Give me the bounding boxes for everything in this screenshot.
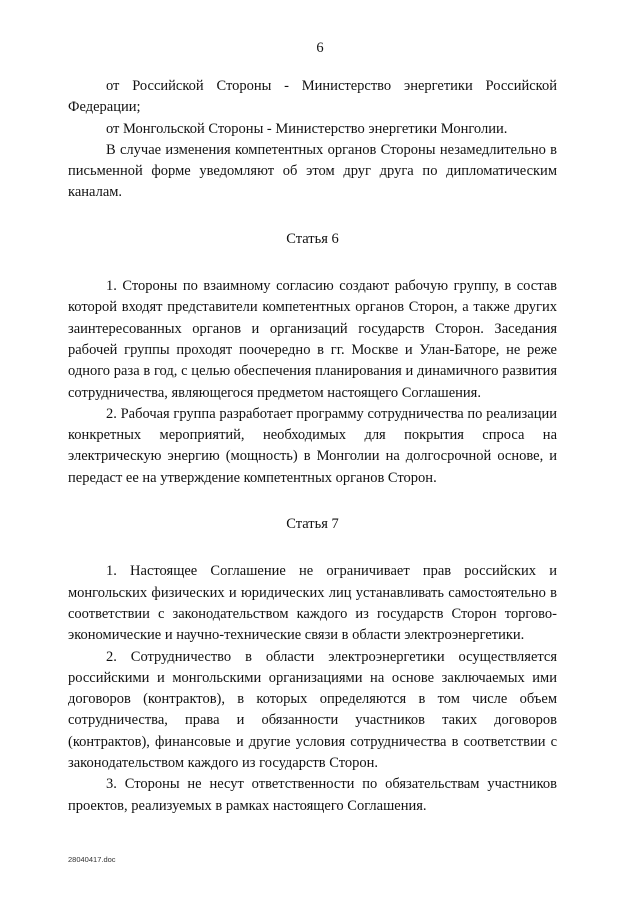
article-6-paragraph-2: 2. Рабочая группа разработает программу сотрудничества по реализации конкретных мероприятий, необходимых для покрытия спроса на электрическую энергию (мощность) в Монголии на долгосрочной основе, и передаст ее на утверждение компетентных органов Сторон. [68,405,557,486]
article-6-paragraph-1: 1. Стороны по взаимному согласию создают рабочую группу, в состав которой входят представители компетентных органов Сторон, а также других заинтересованных органов и организаций государств Сторон. Заседания рабочей группы проходят поочередно в гг. Москве и Улан-Баторе, не реже одного раза в год, с целью обеспечения планирования и динамичного развития сотрудничества, являющегося предметом настоящего Соглашения. [68,278,557,401]
paragraph-mongolian-side: от Монгольской Стороны - Министерство энергетики Монголии. [106,120,508,137]
article-6-heading: Статья 6 [286,230,339,247]
paragraph-change-of-authorities: В случае изменения компетентных органов Стороны незамедлительно в письменной форме уведомляют об этом друг друга по дипломатическим каналам. [68,141,557,201]
page-number: 6 [316,40,324,56]
paragraph-russian-side: от Российской Стороны - Министерство энергетики Российской Федерации; [68,78,557,116]
article-7-heading: Статья 7 [286,516,339,533]
file-name-footer: 28040417.doc [68,855,116,864]
article-7-paragraph-2: 2. Сотрудничество в области электроэнергетики осуществляется российскими и монгольскими организациями на основе заключаемых ими договоров (контрактов), в которых определяются в том числе объем сотрудничества, права и обязанности участников таких договоров (контрактов), финансовые и другие условия сотрудничества в соответствии с законодательством каждого из государств Сторон. [68,648,557,772]
article-7-paragraph-1: 1. Настоящее Соглашение не ограничивает прав российских и монгольских физических и юридических лиц устанавливать самостоятельно в соответствии с законодательством каждого из государств Сторон торгово-экономические и научно-технические связи в области электроэнергетики. [68,563,557,644]
article-7-paragraph-3: 3. Стороны не несут ответственности по обязательствам участников проектов, реализуемых в рамках настоящего Соглашения. [68,776,557,814]
document-body [68,76,557,817]
